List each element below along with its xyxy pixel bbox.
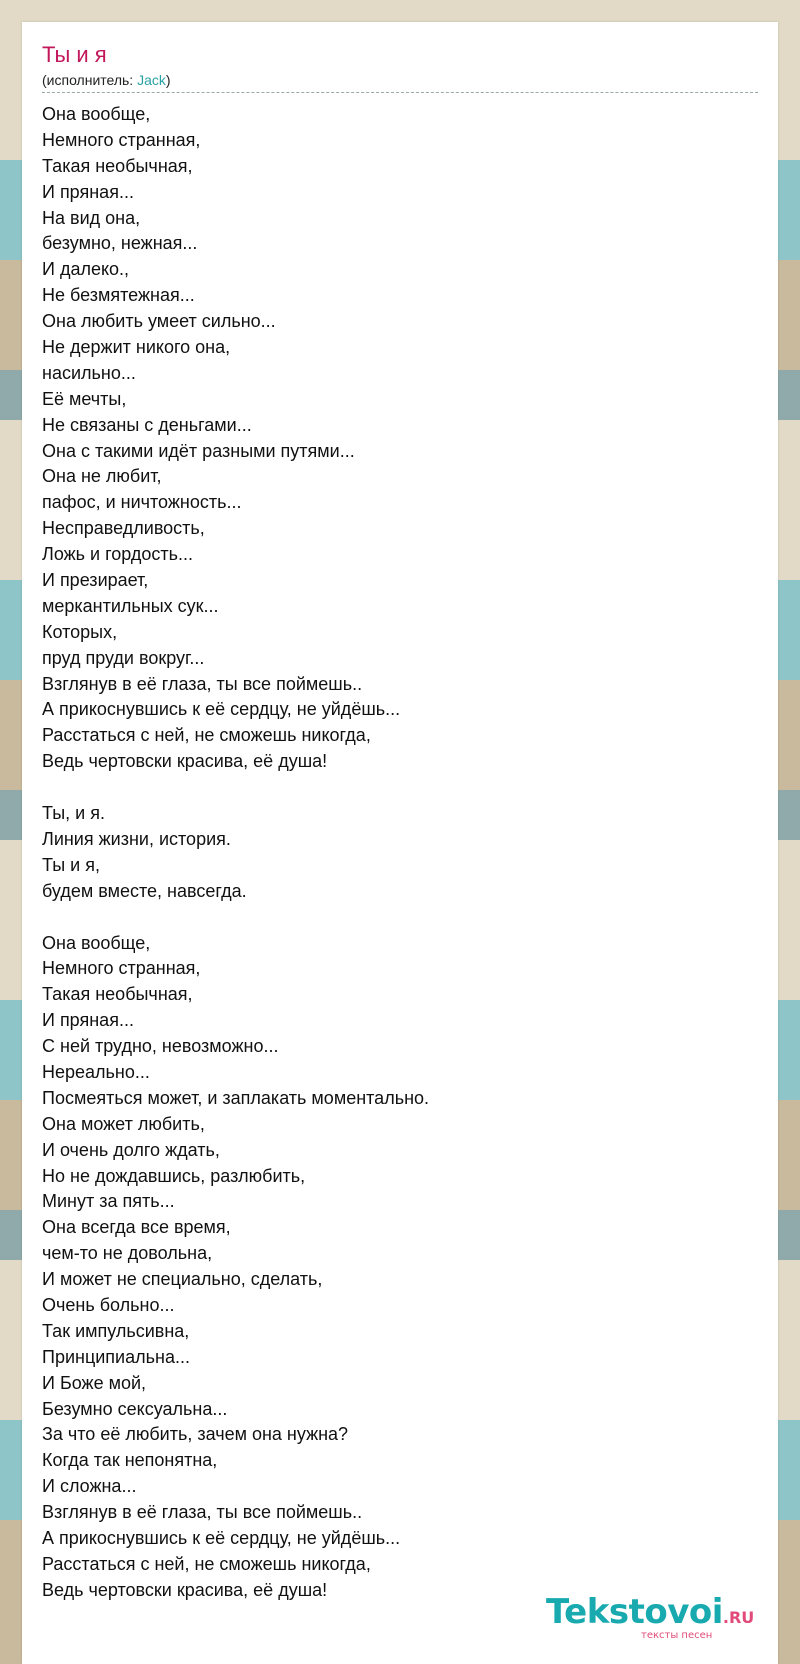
lyric-line: Так импульсивна, [42, 1320, 190, 1341]
lyric-line: Линия жизни, история. [42, 828, 231, 849]
lyric-line: Такая необычная, [42, 155, 193, 176]
lyric-line: И сложна... [42, 1476, 137, 1497]
lyric-line: И может не специально, сделать, [42, 1269, 323, 1290]
logo-tagline: тексты песен [641, 1630, 713, 1641]
lyric-line: Взглянув в её глаза, ты все поймешь.. [42, 673, 363, 694]
lyric-line: С ней трудно, невозможно... [42, 1036, 279, 1057]
performer-line [42, 72, 171, 88]
lyric-line: Такая необычная, [42, 984, 193, 1005]
lyric-line: будем вместе, навсегда. [42, 880, 247, 901]
lyric-line: Ведь чертовски красива, её душа! [42, 1579, 328, 1600]
lyric-line: За что её любить, зачем она нужна? [42, 1424, 349, 1445]
lyric-line: Безумно сексуальна... [42, 1398, 228, 1419]
lyric-line: И презирает, [42, 570, 149, 591]
lyric-line: А прикоснувшись к её сердцу, не уйдёшь... [42, 699, 401, 720]
lyric-line: Расстаться с ней, не сможешь никогда, [42, 725, 371, 746]
lyric-line: Но не дождавшись, разлюбить, [42, 1165, 306, 1186]
lyric-line: Ты и я, [42, 854, 100, 875]
lyric-line: Когда так непонятна, [42, 1450, 218, 1471]
lyric-line: И пряная... [42, 181, 134, 202]
lyric-line: Ведь чертовски красива, её душа! [42, 751, 328, 772]
lyric-line: Она вообще, [42, 104, 151, 124]
performer-link[interactable]: Jack [137, 72, 166, 88]
lyric-line: И Боже мой, [42, 1372, 147, 1393]
title-divider [42, 92, 758, 93]
performer-label: (исполнитель: [42, 72, 138, 88]
lyric-line: Взглянув в её глаза, ты все поймешь.. [42, 1502, 363, 1523]
song-title: Ты и я [42, 42, 107, 67]
lyric-line: Не безмятежная... [42, 285, 195, 306]
lyric-line: Очень больно... [42, 1294, 175, 1315]
lyric-line: чем-то не довольна, [42, 1243, 213, 1264]
lyric-line: И далеко., [42, 259, 130, 280]
lyric-line: Она может любить, [42, 1113, 205, 1134]
lyrics-text [42, 102, 742, 1604]
lyric-line: Расстаться с ней, не сможешь никогда, [42, 1553, 371, 1574]
lyric-line: Ты, и я. [42, 803, 105, 824]
lyric-line: Не связаны с деньгами... [42, 414, 252, 435]
lyric-line: Которых, [42, 621, 118, 642]
lyrics-card [22, 22, 778, 1664]
lyric-line: Минут за пять... [42, 1191, 175, 1212]
lyric-line: пруд пруди вокруг... [42, 647, 205, 668]
lyric-line: Несправедливость, [42, 518, 205, 539]
site-logo[interactable] [546, 1592, 755, 1641]
lyric-line [42, 775, 742, 801]
lyric-line: безумно, нежная... [42, 233, 198, 254]
lyric-line: Немного странная, [42, 129, 201, 150]
lyric-line: меркантильных сук... [42, 595, 219, 616]
lyric-line: Принципиальна... [42, 1346, 190, 1367]
lyric-line: Нереально... [42, 1061, 150, 1082]
lyric-line: Она любить умеет сильно... [42, 311, 276, 332]
logo-domain-suffix: .RU [722, 1608, 755, 1627]
lyric-line: Немного странная, [42, 958, 201, 979]
lyric-line: Она всегда все время, [42, 1217, 231, 1238]
logo-wordmark: Tekstovoi [546, 1592, 723, 1632]
performer-close: ) [165, 72, 171, 88]
lyric-line: И пряная... [42, 1010, 134, 1031]
lyric-line: Ложь и гордость... [42, 544, 194, 565]
lyric-line: И очень долго ждать, [42, 1139, 220, 1160]
lyric-line: насильно... [42, 362, 136, 383]
lyric-line: пафос, и ничтожность... [42, 492, 242, 513]
lyric-line: Она с такими идёт разными путями... [42, 440, 355, 461]
lyric-line: Она не любит, [42, 466, 162, 487]
lyric-line: На вид она, [42, 207, 141, 228]
lyric-line: Не держит никого она, [42, 337, 231, 358]
lyric-line [42, 905, 742, 931]
lyric-line: Посмеяться может, и заплакать моментально. [42, 1087, 430, 1108]
lyric-line: Её мечты, [42, 388, 127, 409]
lyric-line: А прикоснувшись к её сердцу, не уйдёшь... [42, 1527, 401, 1548]
lyric-line: Она вообще, [42, 932, 151, 953]
